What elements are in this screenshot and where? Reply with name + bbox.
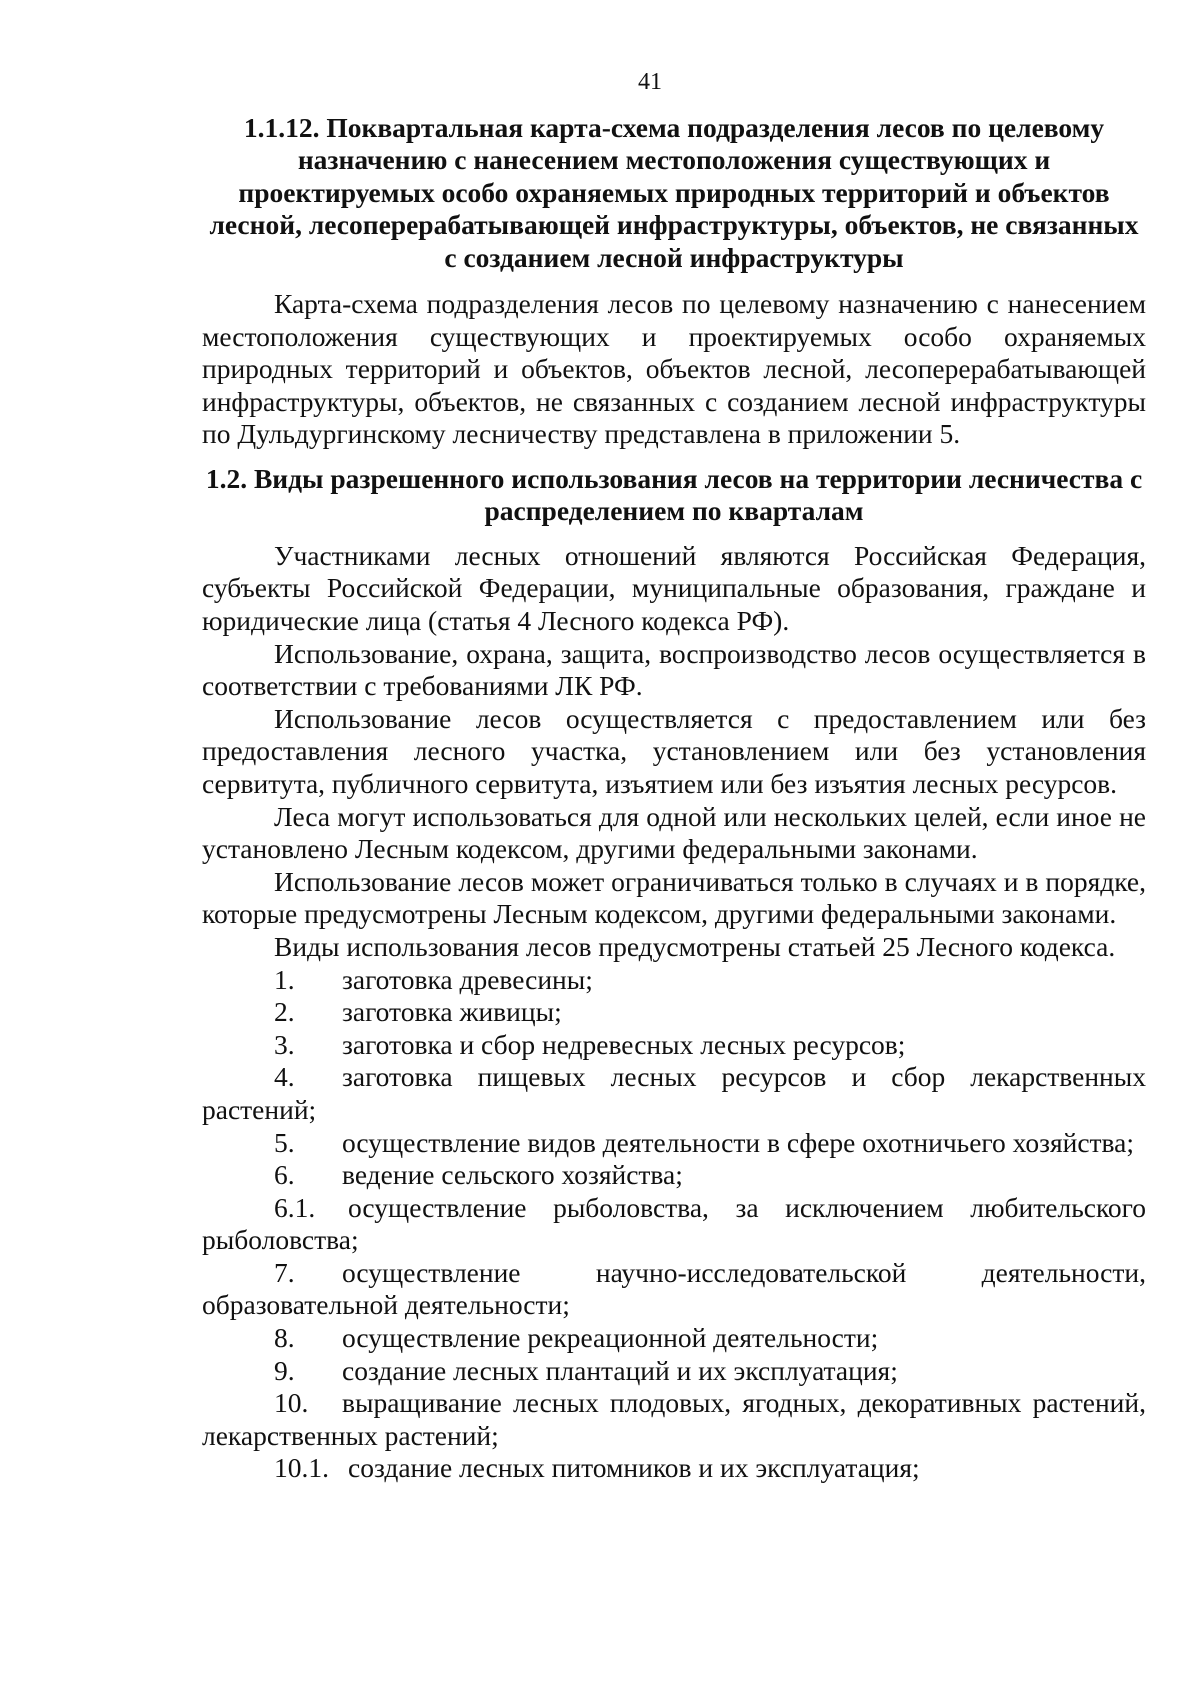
section-heading-1-1-12: 1.1.12. Поквартальная карта-схема подразделения лесов по целевому назначению с нанесением местоположения существующих и проектируемых особо охраняемых природных территорий и объектов лесной, лесоперерабатывающей инфраструктуры, объектов, не связанных с созданием лесной инфраструктуры (209, 112, 1139, 273)
list-item-number: 7. (274, 1256, 295, 1288)
list-item (202, 1029, 1146, 1062)
paragraph-participants: Участниками лесных отношений являются Российская Федерация, субъекты Российской Федерации, муниципальные образования, граждане и юридические лица (статья 4 Лесного кодекса РФ). (202, 539, 1146, 636)
section-1-1-12-paragraph: Карта-схема подразделения лесов по целевому назначению с нанесением местоположения существующих и проектируемых особо охраняемых природных территорий и объектов, объектов лесной, лесоперерабатывающей инфраструктуры, объектов, не связанных с созданием лесной инфраструктуры по Дульдургинскому лесничеству представлена в приложении 5. (202, 288, 1146, 450)
list-item (202, 1452, 1146, 1485)
list-item-text: осуществление научно-исследовательской деятельности, образовательной деятельности; (202, 1256, 1146, 1321)
list-item (202, 1387, 1146, 1452)
list-item-number: 6. (274, 1159, 295, 1191)
list-item-number: 1. (274, 963, 295, 995)
list-item (202, 964, 1146, 997)
list-item-number: 6.1. (274, 1191, 316, 1223)
list-item (202, 996, 1146, 1029)
list-item-text: заготовка пищевых лесных ресурсов и сбор лекарственных растений; (202, 1061, 1146, 1125)
list-item-text: заготовка и сбор недревесных лесных ресурсов; (342, 1028, 906, 1060)
paragraph-multiple-purposes: Леса могут использоваться для одной или нескольких целей, если иное не установлено Лесным кодексом, другими федеральными законами. (202, 800, 1146, 865)
list-item-text: осуществление видов деятельности в сфере охотничьего хозяйства; (342, 1126, 1135, 1158)
list-item (202, 1061, 1146, 1126)
list-item-text: осуществление рекреационной деятельности; (342, 1322, 879, 1354)
list-item-number: 10. (274, 1387, 309, 1419)
list-item-number: 9. (274, 1354, 295, 1386)
paragraph-use-provision: Использование лесов осуществляется с предоставлением или без предоставления лесного участка, установлением или без установления сервитута, публичного сервитута, изъятием или без изъятия лесных ресурсов. (202, 702, 1146, 799)
section-heading-1-2: 1.2. Виды разрешенного использования лесов на территории лесничества с распределением по кварталам (205, 463, 1143, 527)
list-item-text: создание лесных плантаций и их эксплуатация; (342, 1354, 898, 1386)
list-item-number: 5. (274, 1126, 295, 1158)
forest-use-types-list (202, 964, 1146, 1486)
list-item-number: 8. (274, 1322, 295, 1354)
list-item-number: 4. (274, 1061, 295, 1093)
list-item-number: 3. (274, 1028, 295, 1060)
list-item (202, 1322, 1146, 1355)
list-item-text: выращивание лесных плодовых, ягодных, декоративных растений, лекарственных растений; (202, 1387, 1146, 1451)
document-body (202, 112, 1146, 1485)
list-item-text: заготовка живицы; (342, 996, 562, 1028)
list-item (202, 1355, 1146, 1388)
page-number: 41 (638, 69, 662, 95)
paragraph-restrictions: Использование лесов может ограничиваться только в случаях и в порядке, которые предусмотрены Лесным кодексом, другими федеральными законами. (202, 865, 1146, 930)
list-item-text: ведение сельского хозяйства; (342, 1159, 683, 1191)
list-item-text: заготовка древесины; (342, 963, 593, 995)
list-item (202, 1192, 1146, 1257)
list-item-number: 10.1. (274, 1452, 329, 1484)
paragraph-use-protection: Использование, охрана, защита, воспроизводство лесов осуществляется в соответствии с требованиями ЛК РФ. (202, 637, 1146, 702)
list-item (202, 1127, 1146, 1160)
list-item-number: 2. (274, 996, 295, 1028)
list-item (202, 1257, 1146, 1322)
list-item-text: создание лесных питомников и их эксплуатация; (348, 1452, 920, 1484)
paragraph-types-of-use: Виды использования лесов предусмотрены статьей 25 Лесного кодекса. (274, 930, 1116, 962)
list-item-text: осуществление рыболовства, за исключением любительского рыболовства; (202, 1191, 1146, 1256)
list-item (202, 1159, 1146, 1192)
